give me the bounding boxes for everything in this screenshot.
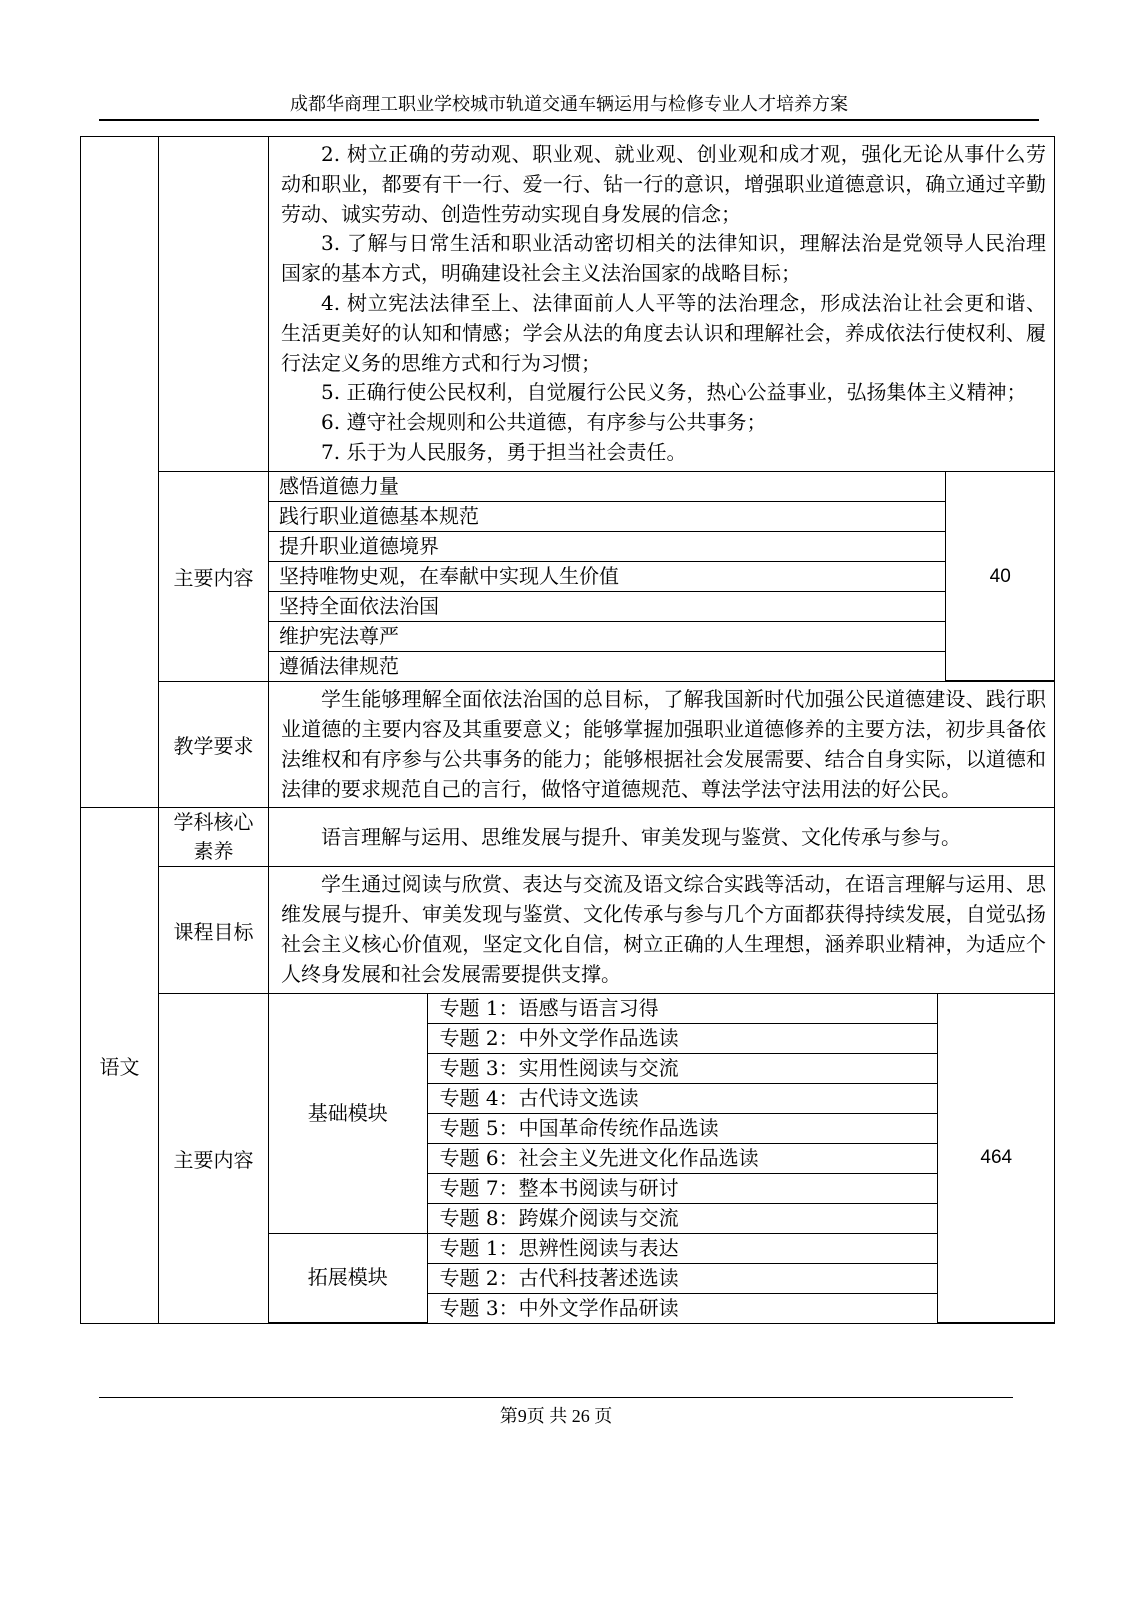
core-literacy-text: 语言理解与运用、思维发展与提升、审美发现与鉴赏、文化传承与参与。	[321, 824, 961, 849]
goals-label-cell	[159, 137, 269, 472]
goal-item: 2. 树立正确的劳动观、职业观、就业观、创业观和成才观，强化无论从事什么劳动和职业，都要有干一行、爱一行、钻一行的意识，增强职业道德意识，确立通过辛勤劳动、诚实劳动、创造性劳动实现自身发展的信念；	[281, 142, 1046, 226]
course-goal-text: 学生通过阅读与欣赏、表达与交流及语文综合实践等活动，在语言理解与运用、思维发展与提升、审美发现与鉴赏、文化传承与参与几个方面都获得持续发展，自觉弘扬社会主义核心价值观，坚定文化自信，树立正确的人生理想，涵养职业精神，为适应个人终身发展和社会发展需要提供支撑。	[281, 872, 1046, 986]
content-item-row	[269, 531, 1055, 561]
goal-item: 4. 树立宪法法律至上、法律面前人人平等的法治理念，形成法治让社会更和谐、生活更美好的认知和情感；学会从法的角度去认识和理解社会，养成依法行使权利、履行法定义务的思维方式和行为习惯；	[281, 290, 1046, 375]
content-row-block1	[81, 471, 1055, 682]
requirement-row	[81, 682, 1055, 808]
chinese-content-row	[81, 993, 1055, 1324]
content-item: 坚持唯物史观，在奉献中实现人生价值	[269, 561, 945, 591]
requirement-text: 学生能够理解全面依法治国的总目标，了解我国新时代加强公民道德建设、践行职业道德的主要内容及其重要意义；能够掌握加强职业道德修养的主要方法，初步具备依法维权和有序参与公共事务的能力；能够根据社会发展需要、结合自身实际，以道德和法律的要求规范自己的言行，做恪守道德规范、尊法学法守法用法的好公民。	[281, 687, 1046, 801]
content-item-row	[269, 472, 1055, 502]
chinese-content-label: 主要内容	[159, 993, 269, 1324]
basic-topic: 专题 5：中国革命传统作品选读	[427, 1113, 937, 1143]
content-label: 主要内容	[159, 471, 269, 682]
course-goal-row	[81, 867, 1055, 993]
content-item: 遵循法律规范	[269, 651, 945, 681]
module-table	[269, 994, 1055, 1324]
header-rule	[99, 119, 1039, 121]
requirement-cell	[269, 682, 1055, 808]
basic-topic: 专题 8：跨媒介阅读与交流	[427, 1203, 937, 1233]
footer-rule	[99, 1397, 1013, 1398]
goal-item: 6. 遵守社会规则和公共道德，有序参与公共事务；	[321, 410, 767, 435]
requirement-label: 教学要求	[159, 682, 269, 808]
basic-topic: 专题 2：中外文学作品选读	[427, 1023, 937, 1053]
subject-cell-continued	[81, 137, 159, 808]
content-list-table	[269, 472, 1055, 682]
hours-value: 40	[945, 472, 1055, 681]
content-item-row	[269, 651, 1055, 681]
content-item: 践行职业道德基本规范	[269, 501, 945, 531]
page-number: 第9页 共 26 页	[499, 1406, 613, 1426]
extended-module-label: 拓展模块	[269, 1233, 427, 1323]
curriculum-table	[80, 136, 1055, 1324]
page-header: 成都华商理工职业学校城市轨道交通车辆运用与检修专业人才培养方案	[290, 94, 848, 114]
content-item: 维护宪法尊严	[269, 621, 945, 651]
basic-module-label: 基础模块	[269, 994, 427, 1234]
content-item-row	[269, 591, 1055, 621]
course-goal-cell	[269, 867, 1055, 993]
extended-topic: 专题 2：古代科技著述选读	[427, 1263, 937, 1293]
basic-topic: 专题 3：实用性阅读与交流	[427, 1053, 937, 1083]
content-item-row	[269, 561, 1055, 591]
goals-paragraphs	[269, 137, 1055, 472]
goals-continued-row	[81, 137, 1055, 472]
goal-item: 3. 了解与日常生活和职业活动密切相关的法律知识，理解法治是党领导人民治理国家的基本方式，明确建设社会主义法治国家的战略目标；	[281, 231, 1046, 286]
content-cell	[269, 471, 1055, 682]
content-item: 坚持全面依法治国	[269, 591, 945, 621]
basic-topic: 专题 7：整本书阅读与研讨	[427, 1173, 937, 1203]
extended-topic: 专题 3：中外文学作品研读	[427, 1293, 937, 1323]
goal-item: 7. 乐于为人民服务，勇于担当社会责任。	[321, 439, 687, 464]
core-literacy-row	[81, 808, 1055, 867]
content-item-row	[269, 621, 1055, 651]
core-literacy-cell	[269, 808, 1055, 867]
core-literacy-label: 学科核心素养	[159, 808, 269, 867]
content-item-row	[269, 501, 1055, 531]
extended-topic: 专题 1：思辨性阅读与表达	[427, 1233, 937, 1263]
basic-topic: 专题 4：古代诗文选读	[427, 1083, 937, 1113]
content-item: 提升职业道德境界	[269, 531, 945, 561]
chinese-content-cell	[269, 993, 1055, 1324]
subject-chinese: 语文	[81, 808, 159, 1324]
chinese-hours-value: 464	[937, 994, 1055, 1323]
topic-row	[269, 994, 1055, 1024]
course-goal-label: 课程目标	[159, 867, 269, 993]
content-item: 感悟道德力量	[269, 472, 945, 502]
basic-topic: 专题 6：社会主义先进文化作品选读	[427, 1143, 937, 1173]
goal-item: 5. 正确行使公民权利，自觉履行公民义务，热心公益事业，弘扬集体主义精神；	[321, 380, 1027, 405]
basic-topic: 专题 1：语感与语言习得	[427, 994, 937, 1024]
